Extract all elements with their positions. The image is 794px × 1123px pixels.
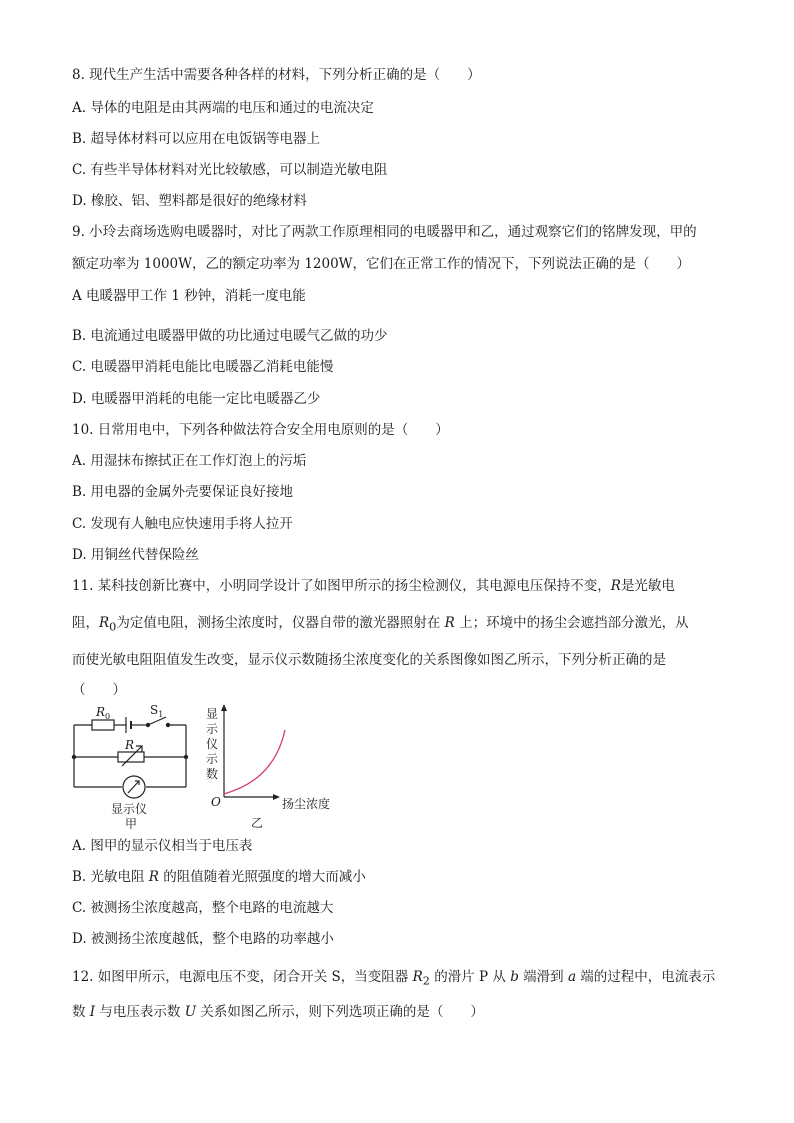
q8-option-b: B. 超导体材料可以应用在电饭锅等电器上 bbox=[72, 131, 321, 147]
s1-label: $S_1$ bbox=[150, 703, 164, 719]
y-axis-char-1: 显 bbox=[206, 707, 219, 721]
q10-option-d: D. 用铜丝代替保险丝 bbox=[72, 547, 199, 563]
q9-option-a: A 电暖器甲工作 1 秒钟，消耗一度电能 bbox=[72, 288, 306, 304]
q8-option-c: C. 有些半导体材料对光比较敏感，可以制造光敏电阻 bbox=[72, 162, 388, 178]
q9-option-d: D. 电暖器甲消耗的电能一定比电暖器乙少 bbox=[72, 391, 321, 407]
q11-option-c: C. 被测扬尘浓度越高，整个电路的电流越大 bbox=[72, 900, 334, 916]
q11-option-d: D. 被测扬尘浓度越低，整个电路的功率越小 bbox=[72, 931, 334, 947]
graph-yi bbox=[206, 704, 330, 830]
r-label: R bbox=[125, 738, 135, 752]
origin-label: O bbox=[211, 795, 221, 809]
q9-stem-line1: 9. 小玲去商场选购电暖器时，对比了两款工作原理相同的电暖器甲和乙，通过观察它们的铭牌发现，甲的 bbox=[72, 224, 697, 240]
r0-resistor bbox=[92, 720, 114, 730]
q11-stem-line3: 而使光敏电阻阻值发生改变，显示仪示数随扬尘浓度变化的关系图像如图乙所示，下列分析正确的是 bbox=[72, 652, 666, 668]
jia-caption: 甲 bbox=[125, 817, 138, 830]
q11-stem-line4: （ ） bbox=[72, 682, 126, 698]
q12-stem-line1: 12. 如图甲所示，电源电压不变，闭合开关 S，当变阻器 $R_2$ 的滑片 P 从 b 端滑到 a 端的过程中，电流表示 bbox=[72, 969, 716, 988]
q9-option-c: C. 电暖器甲消耗电能比电暖器乙消耗电能慢 bbox=[72, 359, 334, 375]
q9-option-b: B. 电流通过电暖器甲做的功比通过电暖气乙做的功少 bbox=[72, 328, 388, 344]
y-axis-char-3: 仪 bbox=[206, 737, 219, 751]
q12-stem-line2: 数 I 与电压表示数 U 关系如图乙所示，则下列选项正确的是（ ） bbox=[72, 1004, 484, 1020]
graph-curve bbox=[224, 730, 285, 794]
y-axis-char-5: 数 bbox=[206, 767, 219, 781]
q8-option-a: A. 导体的电阻是由其两端的电压和通过的电流决定 bbox=[72, 100, 374, 116]
yi-caption: 乙 bbox=[251, 816, 264, 830]
q10-option-b: B. 用电器的金属外壳要保证良好接地 bbox=[72, 484, 294, 500]
circuit-diagram-jia bbox=[72, 717, 187, 798]
x-axis-label: 扬尘浓度 bbox=[282, 797, 331, 811]
meter-label: 显示仪 bbox=[111, 802, 148, 816]
q10-option-a: A. 用湿抹布擦拭正在工作灯泡上的污垢 bbox=[72, 453, 307, 469]
q11-stem-line1: 11. 某科技创新比赛中，小明同学设计了如图甲所示的扬尘检测仪，其电源电压保持不变，R是光敏电 bbox=[72, 578, 675, 594]
q10-option-c: C. 发现有人触电应快速用手将人拉开 bbox=[72, 516, 293, 532]
q10-stem: 10. 日常用电中，下列各种做法符合安全用电原则的是（ ） bbox=[72, 422, 449, 438]
q8-option-d: D. 橡胶、铝、塑料都是很好的绝缘材料 bbox=[72, 193, 307, 209]
y-axis-char-4: 示 bbox=[206, 752, 219, 766]
q11-figure bbox=[66, 700, 356, 830]
q8-stem: 8. 现代生产生活中需要各种各样的材料，下列分析正确的是（ ） bbox=[72, 67, 481, 83]
q11-option-a: A. 图甲的显示仪相当于电压表 bbox=[72, 838, 253, 854]
q11-option-b: B. 光敏电阻 R 的阻值随着光照强度的增大而减小 bbox=[72, 869, 366, 885]
q9-stem-line2: 额定功率为 1000W，乙的额定功率为 1200W，它们在正常工作的情况下，下列说法正确的是（ ） bbox=[72, 256, 691, 272]
y-axis-char-2: 示 bbox=[206, 722, 219, 736]
q11-stem-line2: 阻，$R_0$为定值电阻，测扬尘浓度时，仪器自带的激光器照射在 R 上；环境中的扬尘会遮挡部分激光，从 bbox=[72, 615, 689, 634]
r0-label: $R_0$ bbox=[96, 705, 111, 721]
